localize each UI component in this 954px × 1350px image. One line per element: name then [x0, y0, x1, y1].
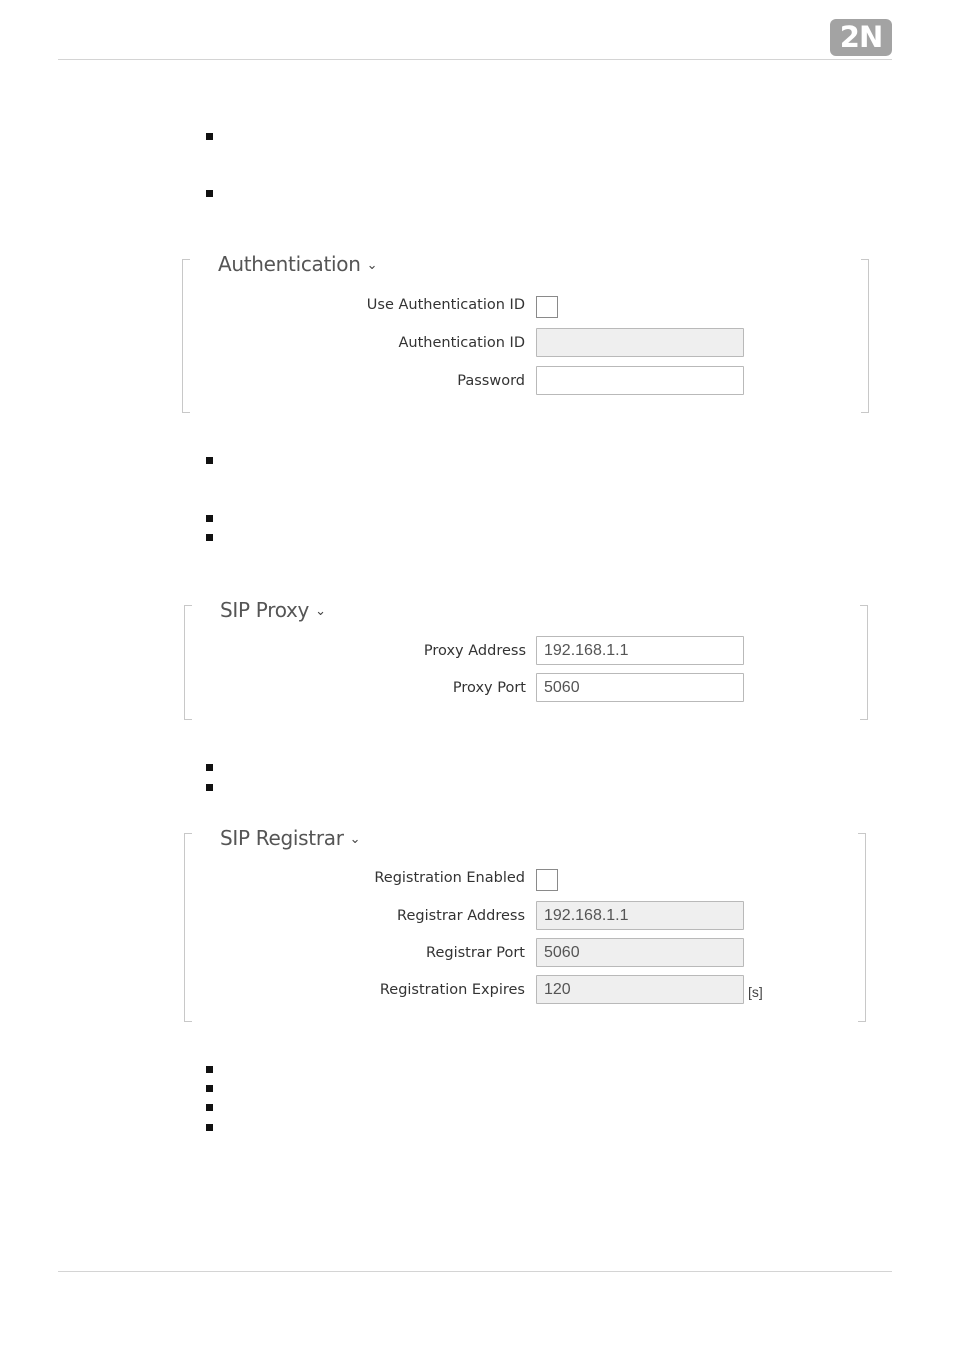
proxy-address-input[interactable]: 192.168.1.1	[536, 636, 744, 665]
section-title: SIP Proxy	[220, 598, 310, 622]
brand-logo: 2N	[830, 19, 892, 56]
section-bracket-left	[184, 605, 192, 720]
section-bracket-right	[861, 259, 869, 413]
chevron-down-icon[interactable]: ⌄	[366, 258, 378, 273]
header-divider	[58, 59, 892, 60]
password-input[interactable]	[536, 366, 744, 395]
registration-expires-unit: [s]	[748, 984, 763, 1000]
section-bracket-right	[860, 605, 868, 720]
section-header-sip-proxy[interactable]	[220, 598, 326, 622]
list-bullet	[206, 764, 213, 771]
registrar-port-input[interactable]: 5060	[536, 938, 744, 967]
proxy-port-label: Proxy Port	[452, 680, 526, 696]
auth-id-label: Authentication ID	[398, 335, 525, 351]
chevron-down-icon[interactable]: ⌄	[315, 604, 326, 619]
registrar-port-label: Registrar Port	[426, 945, 525, 961]
list-bullet	[206, 190, 213, 197]
password-label: Password	[457, 373, 525, 389]
sip-proxy-section	[184, 598, 868, 720]
registration-enabled-label: Registration Enabled	[374, 870, 525, 886]
registration-expires-label: Registration Expires	[379, 982, 525, 998]
use-auth-id-label: Use Authentication ID	[366, 297, 525, 313]
list-bullet	[206, 534, 213, 541]
chevron-down-icon[interactable]: ⌄	[349, 832, 361, 847]
section-title: Authentication	[218, 252, 361, 276]
registration-expires-input[interactable]: 120	[536, 975, 744, 1004]
list-bullet	[206, 1085, 213, 1092]
footer-divider	[58, 1271, 892, 1272]
section-header-authentication[interactable]	[218, 252, 377, 276]
list-bullet	[206, 784, 213, 791]
section-header-sip-registrar[interactable]	[220, 826, 360, 850]
registrar-address-input[interactable]: 192.168.1.1	[536, 901, 744, 930]
list-bullet	[206, 1104, 213, 1111]
registration-enabled-checkbox[interactable]	[536, 869, 558, 891]
section-title: SIP Registrar	[220, 826, 344, 850]
list-bullet	[206, 1124, 213, 1131]
registrar-address-label: Registrar Address	[397, 908, 525, 924]
auth-id-input[interactable]	[536, 328, 744, 357]
use-auth-id-checkbox[interactable]	[536, 296, 558, 318]
section-bracket-right	[858, 833, 866, 1022]
list-bullet	[206, 1066, 213, 1073]
list-bullet	[206, 457, 213, 464]
proxy-address-label: Proxy Address	[423, 643, 526, 659]
list-bullet	[206, 515, 213, 522]
proxy-port-input[interactable]: 5060	[536, 673, 744, 702]
list-bullet	[206, 133, 213, 140]
